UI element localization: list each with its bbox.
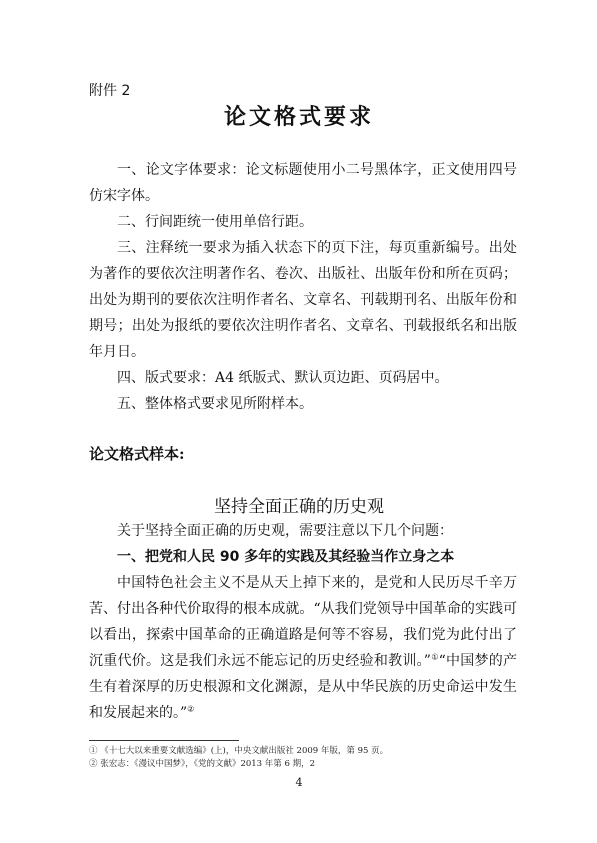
essay-intro: 关于坚持全面正确的历史观，需要注意以下几个问题： — [117, 523, 453, 539]
paragraph-text-2: “中国梦的产生有着深厚的历史根源和文化渊源，是从中华民族的历史命运中发生和发展起来的。” — [89, 653, 517, 721]
attachment-label: 附件 2 — [89, 83, 131, 99]
essay-title: 坚持全面正确的历史观 — [214, 497, 384, 517]
footnote-1: ① 《十七大以来重要文献选编》(上)，中央文献出版社 2009 年版，第 95 页。 — [89, 746, 389, 756]
section-heading: 一、把党和人民 90 多年的实践及其经验当作立身之本 — [117, 549, 455, 565]
footnote-ref-1[interactable]: ① — [430, 652, 439, 662]
requirement-item: 四、版式要求：A4 纸版式、默认页边距、页码居中。 — [117, 370, 449, 386]
footnote-separator — [89, 740, 239, 741]
requirement-item: 一、论文字体要求：论文标题使用小二号黑体字，正文使用四号仿宋字体。 — [89, 162, 517, 204]
requirement-item: 五、整体格式要求见所附样本。 — [117, 396, 313, 412]
page-number: 4 — [295, 776, 303, 789]
sample-heading: 论文格式样本: — [89, 445, 185, 463]
footnote-2: ② 张宏志：《漫议中国梦》，《党的文献》2013 年第 6 期，2 — [89, 759, 316, 769]
requirement-item: 三、注释统一要求为插入状态下的页下注，每页重新编号。出处为著作的要依次注明著作名、卷次、出版社、出版年份和所在页码；出处为期刊的要依次注明作者名、文章名、刊载期刊名、出版年份和期号；出处为报纸的要依次注明作者名、文章名、刊载报纸名和出版年月日。 — [89, 240, 517, 360]
footnote-ref-2[interactable]: ② — [187, 704, 195, 714]
essay-paragraph — [89, 570, 517, 726]
paragraph-text-1: 中国特色社会主义不是从天上掉下来的，是党和人民历尽千辛万苦、付出各种代价取得的根本成就。“从我们党领导中国革命的实践可以看出，探索中国革命的正确道路是何等不容易，我们党为此付出了沉重代价。这是我们永远不能忘记的历史经验和教训。” — [89, 575, 517, 669]
document-title: 论文格式要求 — [223, 104, 374, 130]
requirements-list — [89, 157, 517, 417]
requirement-item: 二、行间距统一使用单倍行距。 — [117, 214, 313, 230]
essay-body — [89, 518, 517, 726]
